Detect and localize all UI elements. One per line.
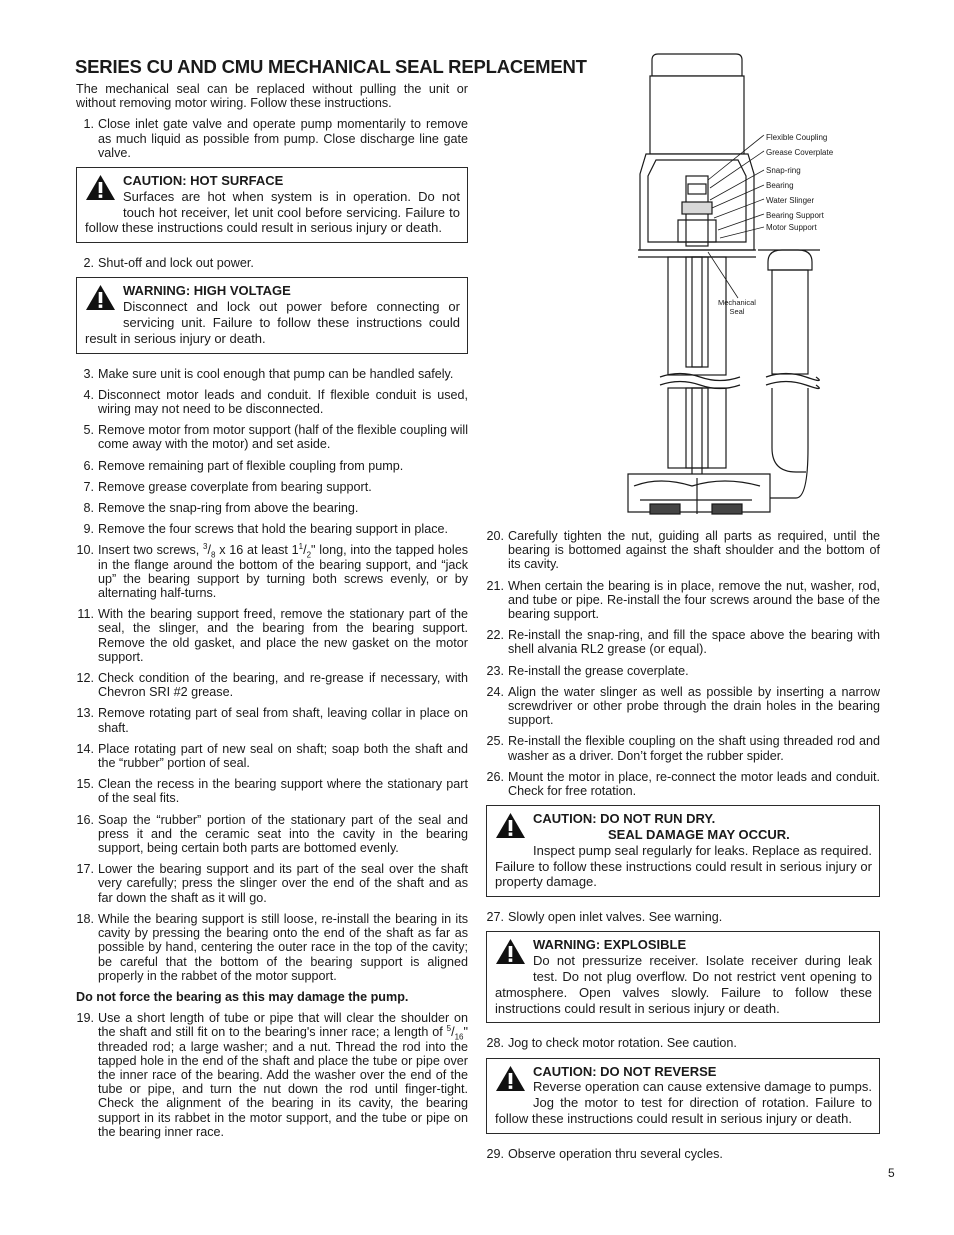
step-9: 9. Remove the four screws that hold the bearing support in place.	[83, 522, 449, 537]
steps-list-6	[486, 910, 880, 924]
label-bearing: Bearing	[766, 181, 794, 190]
step-7: 7. Remove grease coverplate from bearing support.	[83, 479, 372, 494]
steps-list-2	[76, 256, 468, 270]
page-number: 5	[888, 1166, 895, 1180]
label-water-slinger: Water Slinger	[766, 196, 815, 205]
label-snap-ring: Snap-ring	[766, 166, 801, 175]
intro-paragraph: The mechanical seal can be replaced without pulling the unit or without removing motor wiring. Follow these instructions.	[76, 82, 468, 111]
run-dry-caution-box	[486, 805, 880, 897]
warning-triangle-icon	[85, 284, 116, 315]
label-bearing-support: Bearing Support	[766, 211, 824, 220]
steps-list-4	[76, 1011, 468, 1139]
step-29: 29. Observe operation thru several cycles.	[486, 1146, 723, 1161]
explosible-warning-box	[486, 931, 880, 1023]
label-motor-support: Motor Support	[766, 223, 817, 232]
step-28: 28. Jog to check motor rotation. See caution.	[486, 1036, 737, 1051]
box-body: Reverse operation can cause extensive damage to pumps. Jog the motor to test for direction of rotation. Failure to follow these instructions could result in serious injury or death.	[495, 1079, 872, 1127]
high-voltage-warning-box	[76, 277, 468, 353]
left-column	[76, 82, 468, 1146]
step-11: 11. With the bearing support freed, remove the stationary part of the seal, the slinger, and the bearing from the bearing support. Remove the old gasket, and place the new gasket on the motor support.	[77, 607, 468, 664]
steps-list-8	[486, 1147, 880, 1161]
box-body: Inspect pump seal regularly for leaks. Replace as required. Failure to follow these instructions could result in serious injury or property damage.	[495, 842, 872, 890]
step-23: 23. Re-install the grease coverplate.	[486, 663, 689, 678]
step-5: 5. Remove motor from motor support (half of the flexible coupling will come away with the motor) and set aside.	[83, 423, 468, 452]
step-1: 1. Close inlet gate valve and operate pump momentarily to remove as much liquid as possible from pump. Close discharge line gate valve.	[83, 117, 468, 160]
step-22: 22. Re-install the snap-ring, and fill the space above the bearing with shell alvania RL2 grease (or equal).	[486, 628, 880, 657]
right-column	[486, 529, 880, 1168]
step-8: 8. Remove the snap-ring from above the bearing.	[83, 501, 359, 516]
hot-surface-caution-box	[76, 167, 468, 243]
step-12: 12. Check condition of the bearing, and re-grease if necessary, with Chevron SRI #2 grease.	[76, 671, 468, 700]
box-body: Surfaces are hot when system is in operation. Do not touch hot receiver, let unit cool before servicing. Failure to follow these instructions could result in serious injury or death.	[85, 188, 460, 236]
bearing-force-note: Do not force the bearing as this may damage the pump.	[76, 989, 409, 1004]
step-21: 21. When certain the bearing is in place, remove the nut, washer, rod, and tube or pipe. Re-install the four screws around the base of the bearing support.	[486, 578, 880, 622]
reverse-caution-box	[486, 1058, 880, 1134]
step-2: 2. Shut-off and lock out power.	[83, 256, 254, 271]
box-heading-2: SEAL DAMAGE MAY OCCUR.	[608, 827, 790, 843]
box-heading: WARNING: EXPLOSIBLE	[533, 937, 687, 953]
pump-diagram	[620, 52, 864, 524]
steps-list-3	[76, 367, 468, 983]
step-14: 14. Place rotating part of new seal on shaft; soap both the shaft and the “rubber” portion of seal.	[76, 741, 468, 771]
step-20: 20. Carefully tighten the nut, guiding all parts as required, until the bearing is bottomed against the shaft shoulder and the bottom of its cavity.	[486, 529, 880, 572]
step-18: 18. While the bearing support is still loose, re-install the bearing in its cavity by pressing the bearing onto the end of the shaft as far as possible by hand, centering the outer race in the top of the cavity; be careful that the bottom of the bearing support is aligned properly in the rabbet of the motor support.	[76, 911, 468, 983]
mechanical-seal-label: Mechanical Seal	[718, 298, 756, 316]
step-26: 26. Mount the motor in place, re-connect the motor leads and conduit. Check for free rotation.	[486, 769, 880, 799]
warning-triangle-icon	[85, 174, 116, 205]
step-27: 27. Slowly open inlet valves. See warning.	[486, 910, 723, 925]
step-6: 6. Remove remaining part of flexible coupling from pump.	[83, 458, 404, 473]
steps-list-5	[486, 529, 880, 798]
step-3: 3. Make sure unit is cool enough that pump can be handled safely.	[83, 366, 454, 381]
step-16: 16. Soap the “rubber” portion of the stationary part of the seal and press it and the ceramic seat into the cavity in the bearing support, being certain both parts are bottomed evenly.	[76, 812, 468, 856]
page-title: SERIES CU AND CMU MECHANICAL SEAL REPLACEMENT	[75, 56, 587, 77]
step-25: 25. Re-install the flexible coupling on the shaft using threaded rod and washer as a driver. Don’t forget the rubber spider.	[486, 734, 880, 763]
warning-triangle-icon	[495, 1065, 526, 1096]
pump-cross-section-figure	[620, 52, 864, 524]
step-19: 19. Use a short length of tube or pipe that will clear the shoulder on the shaft and still fit on to the bearing's inner race; a length of $^5/_{16}$" threaded rod; a large washer; and a nut. Thread the rod into the tapped hole in the end of the shaft and place the tube or pipe over the inner race of the bearing. Add the washer over the end of the tube or pipe, and turn the nut down the rod until finger-tight. Check the alignment of the bearing in its cavity, the bearing support in its rabbet in the motor support, and the tube or pipe on the bearing inner race.	[76, 1011, 468, 1139]
box-heading: CAUTION: DO NOT RUN DRY.	[533, 811, 716, 827]
box-body: Disconnect and lock out power before connecting or servicing unit. Failure to follow these instructions could result in serious injury or death.	[85, 299, 460, 346]
box-heading: CAUTION: HOT SURFACE	[123, 173, 284, 189]
box-heading: CAUTION: DO NOT REVERSE	[533, 1063, 717, 1079]
steps-list-7	[486, 1036, 880, 1050]
step-24: 24. Align the water slinger as well as possible by inserting a narrow screwdriver or other probe through the drain holes in the bearing support.	[486, 684, 880, 728]
label-flexible-coupling: Flexible Coupling	[766, 133, 828, 142]
step-4: 4. Disconnect motor leads and conduit. If flexible conduit is used, wiring may not need to be disconnected.	[83, 387, 468, 416]
warning-triangle-icon	[495, 938, 526, 969]
step-17: 17. Lower the bearing support and its part of the seal over the shaft very carefully; press the slinger over the end of the shaft and as far down the shaft as it will go.	[76, 862, 468, 905]
figure-labels	[766, 130, 833, 235]
box-heading: WARNING: HIGH VOLTAGE	[123, 283, 291, 299]
warning-triangle-icon	[495, 812, 526, 843]
label-grease-coverplate: Grease Coverplate	[766, 148, 834, 157]
step-10: 10. Insert two screws, $^3/_8$ x 16 at least $1^1/_2$" long, into the tapped holes in the flange around the bottom of the bearing support, and “jack up” the bearing support by turning both screws evenly, or by alternating half-turns.	[76, 542, 469, 601]
steps-list-1	[76, 117, 468, 160]
step-13: 13. Remove rotating part of seal from shaft, leaving collar in place on shaft.	[76, 706, 468, 735]
box-body: Do not pressurize receiver. Isolate receiver during leak test. Do not plug overflow. Do not restrict vent opening to atmosphere. Open valves slowly. Failure to follow these instructions could result in serious injury or death.	[495, 953, 872, 1016]
step-15: 15. Clean the recess in the bearing support where the stationary part of the seal fits.	[76, 777, 468, 806]
